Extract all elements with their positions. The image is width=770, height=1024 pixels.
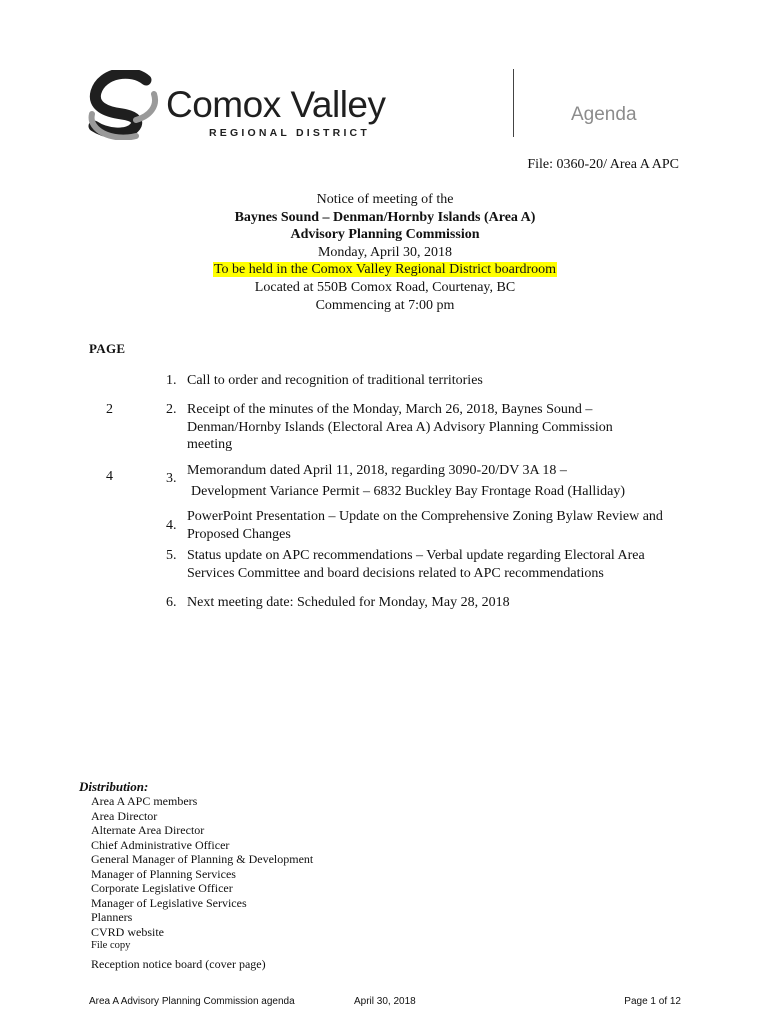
item-text-b: Development Variance Permit – 6832 Buckley Bay Frontage Road (Halliday) bbox=[191, 484, 626, 499]
distribution-item: Area Director bbox=[91, 808, 158, 823]
item-text: Call to order and recognition of traditional territories bbox=[187, 373, 483, 388]
commission-area: Baynes Sound – Denman/Hornby Islands (Area A) bbox=[234, 209, 536, 225]
meeting-notice bbox=[90, 191, 680, 314]
page-column-heading: PAGE bbox=[89, 341, 126, 356]
item-number: 4. bbox=[166, 518, 177, 533]
distribution-item: CVRD website bbox=[91, 924, 164, 939]
notice-intro: Notice of meeting of the bbox=[316, 192, 454, 207]
distribution-item: Chief Administrative Officer bbox=[91, 837, 230, 852]
meeting-date: Monday, April 30, 2018 bbox=[317, 244, 453, 260]
item-number: 6. bbox=[166, 595, 177, 610]
commission-name: Advisory Planning Commission bbox=[290, 227, 480, 243]
item-page: 2 bbox=[106, 402, 113, 417]
distribution-item: File copy bbox=[91, 940, 131, 951]
distribution-item: Planners bbox=[91, 910, 133, 924]
item-text: Status update on APC recommendations – Verbal update regarding Electoral Area Services Committee and board decisions related to APC recommendations bbox=[187, 548, 645, 581]
distribution-item: Manager of Legislative Services bbox=[91, 895, 247, 910]
item-number: 1. bbox=[166, 373, 177, 388]
meeting-venue-line bbox=[90, 261, 680, 279]
distribution-item: Corporate Legislative Officer bbox=[91, 881, 233, 895]
item-text: PowerPoint Presentation – Update on the Comprehensive Zoning Bylaw Review and Proposed Changes bbox=[187, 509, 663, 542]
item-text: Next meeting date: Scheduled for Monday, May 28, 2018 bbox=[187, 595, 510, 610]
distribution-item: Alternate Area Director bbox=[91, 823, 205, 837]
footer-date: April 30, 2018 bbox=[354, 996, 416, 1007]
header-divider bbox=[513, 69, 514, 137]
document-type: Agenda bbox=[571, 104, 637, 125]
footer-page-number: Page 1 of 12 bbox=[624, 996, 681, 1007]
item-text-a: Memorandum dated April 11, 2018, regarding 3090-20/DV 3A 18 – bbox=[187, 463, 567, 478]
meeting-venue: To be held in the Comox Valley Regional District boardroom bbox=[213, 262, 557, 278]
cvrd-logo-icon bbox=[88, 70, 162, 140]
meeting-address: Located at 550B Comox Road, Courtenay, BC bbox=[254, 279, 516, 295]
item-number: 2. bbox=[166, 402, 177, 417]
distribution-item: General Manager of Planning & Development bbox=[91, 852, 314, 866]
item-text: Receipt of the minutes of the Monday, March 26, 2018, Baynes Sound – Denman/Hornby Islands (Electoral Area A) Advisory Planning Commission meeting bbox=[187, 402, 613, 453]
item-number: 5. bbox=[166, 548, 177, 563]
org-subtitle: REGIONAL DISTRICT bbox=[209, 127, 370, 139]
org-name: Comox Valley bbox=[166, 84, 386, 125]
item-number: 3. bbox=[166, 471, 177, 486]
distribution-item: Manager of Planning Services bbox=[91, 866, 236, 881]
footer-title: Area A Advisory Planning Commission agenda bbox=[89, 996, 295, 1007]
distribution-list bbox=[91, 794, 313, 971]
distribution-item: Reception notice board (cover page) bbox=[91, 956, 266, 971]
distribution-title: Distribution: bbox=[79, 779, 149, 794]
meeting-time: Commencing at 7:00 pm bbox=[315, 297, 455, 313]
file-reference: File: 0360-20/ Area A APC bbox=[527, 157, 679, 172]
item-page: 4 bbox=[106, 469, 113, 484]
distribution-item: Area A APC members bbox=[91, 794, 198, 808]
